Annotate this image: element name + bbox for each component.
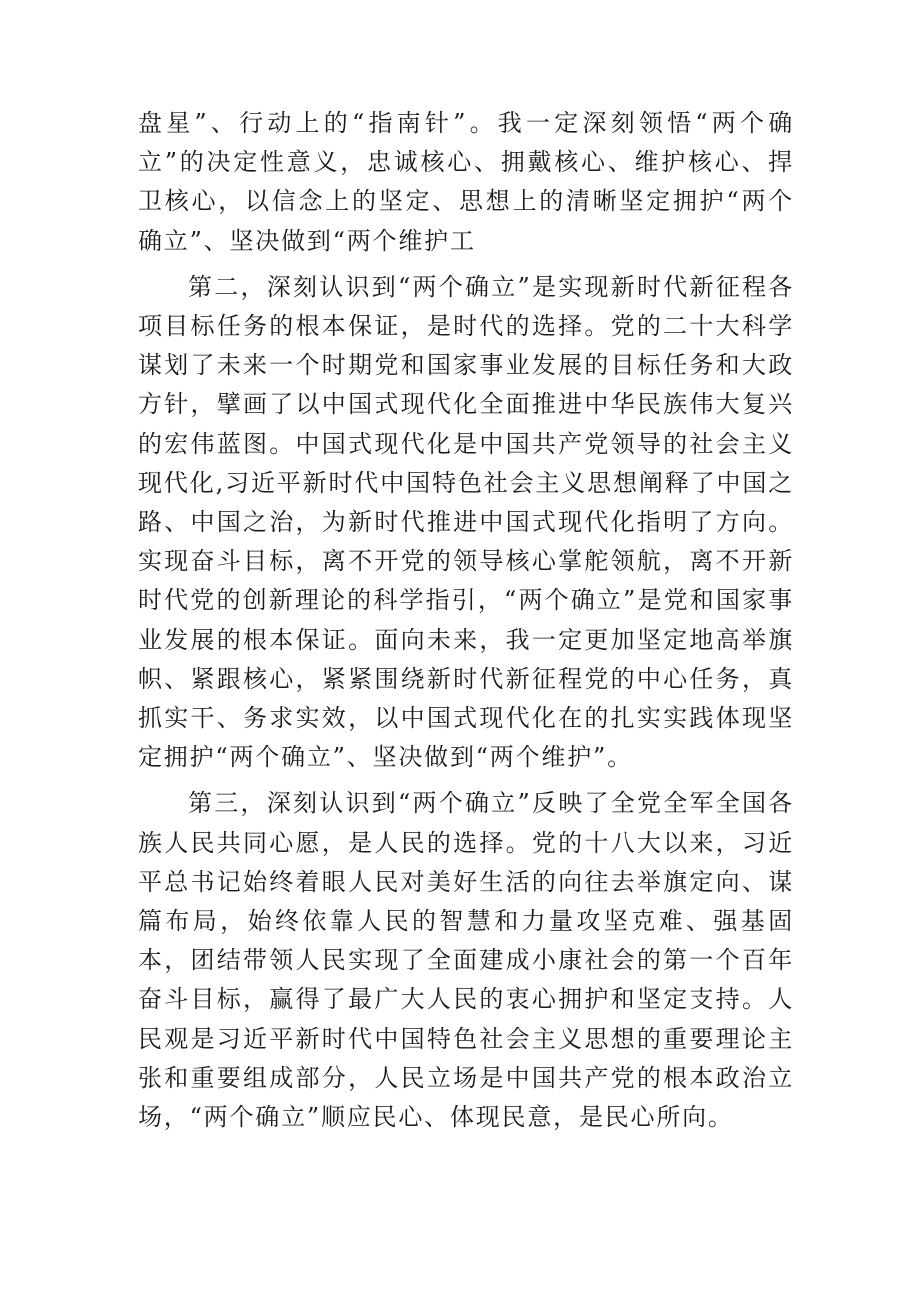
paragraph-second-point: 第二，深刻认识到“两个确立”是实现新时代新征程各项目标任务的根本保证，是时代的选择。党的二十大科学谋划了未来一个时期党和国家事业发展的目标任务和大政方针，擘画了以中国式现代化全面推进中华民族伟大复兴的宏伟蓝图。中国式现代化是中国共产党领导的社会主义现代化,习近平新时代中国特色社会主义思想阐释了中国之路、中国之治，为新时代推进中国式现代化指明了方向。实现奋斗目标，离不开党的领导核心掌舵领航，离不开新时代党的创新理论的科学指引，“两个确立”是党和国家事业发展的根本保证。面向未来，我一定更加坚定地高举旗帜、紧跟核心，紧紧围绕新时代新征程党的中心任务，真抓实干、务求实效，以中国式现代化在的扎实实践体现坚定拥护“两个确立”、坚决做到“两个维护”。 bbox=[138, 272, 794, 772]
paragraph-third-point: 第三，深刻认识到“两个确立”反映了全党全军全国各族人民共同心愿，是人民的选择。党的十八大以来，习近平总书记始终着眼人民对美好生活的向往去举旗定向、谋篇布局，始终依靠人民的智慧和力量攻坚克难、强基固本，团结带领人民实现了全面建成小康社会的第一个百年奋斗目标，赢得了最广大人民的衷心拥护和坚定支持。人民观是习近平新时代中国特色社会主义思想的重要理论主张和重要组成部分，人民立场是中国共产党的根本政治立场，“两个确立”顺应民心、体现民意，是民心所向。 bbox=[138, 789, 794, 1132]
paragraph-continuation: 盘星”、行动上的“指南针”。我一定深刻领悟“两个确立”的决定性意义，忠诚核心、拥戴核心、维护核心、捍卫核心，以信念上的坚定、思想上的清晰坚定拥护“两个确立”、坚决做到“两个维护工 bbox=[138, 109, 794, 255]
document-body bbox=[138, 104, 794, 1137]
